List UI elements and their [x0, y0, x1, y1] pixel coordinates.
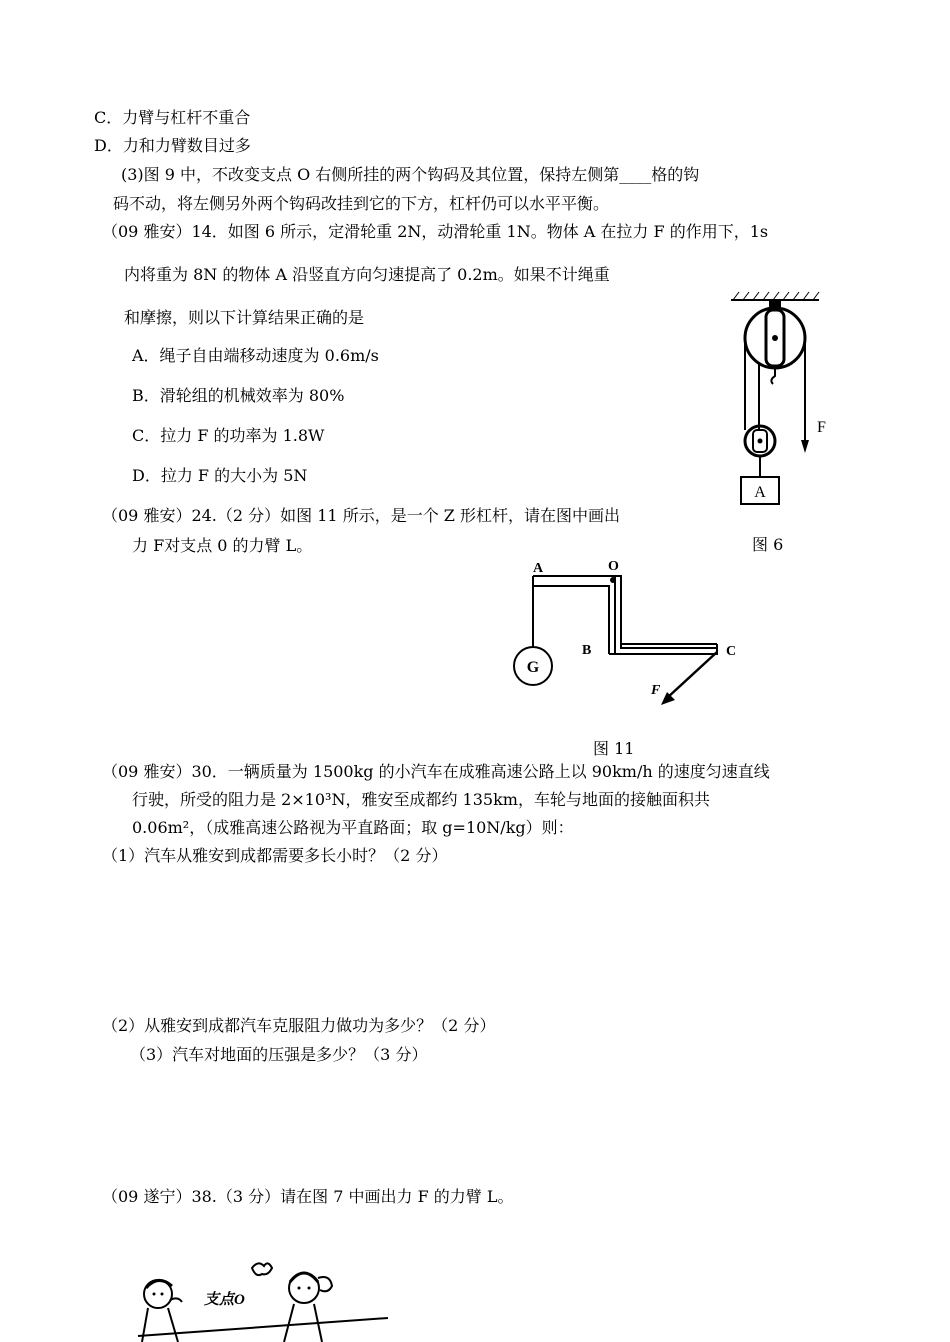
q14-line3: 和摩擦，则以下计算结果正确的是	[124, 308, 365, 327]
force-f-label: F	[651, 683, 661, 698]
q30-sub2: （2）从雅安到成都汽车克服阻力做功为多少？（2 分）	[102, 1016, 496, 1035]
q14-option-a: A．绳子自由端移动速度为 0.6m/s	[132, 346, 379, 365]
q30-sub1: （1）汽车从雅安到成都需要多长小时？（2 分）	[102, 846, 448, 865]
seesaw-figure	[128, 1248, 408, 1342]
q14-line2: 内将重为 8N 的物体 A 沿竖直方向匀速提高了 0.2m。如果不计绳重	[124, 265, 610, 284]
q30-line2: 行驶，所受的阻力是 2×10³N，雅安至成都约 135km，车轮与地面的接触面积共	[132, 790, 710, 809]
q30-line1: （09 雅安）30．一辆质量为 1500kg 的小汽车在成雅高速公路上以 90km/h 的速度匀速直线	[102, 762, 770, 781]
question-3-line2: 码不动，将左侧另外两个钩码改挂到它的下方，杠杆仍可以水平平衡。	[113, 194, 610, 213]
q38-line: （09 遂宁）38.（3 分）请在图 7 中画出力 F 的力臂 L。	[102, 1187, 514, 1206]
q14-option-c: C．拉力 F 的功率为 1.8W	[132, 426, 325, 445]
weight-g-label: G	[526, 659, 540, 676]
force-f-label: F	[817, 419, 826, 436]
point-b-label: B	[582, 643, 592, 658]
point-c-label: C	[726, 644, 737, 659]
z-lever-figure	[505, 556, 750, 716]
point-o-label: O	[608, 559, 619, 574]
q14-option-d: D．拉力 F 的大小为 5N	[132, 466, 308, 485]
q30-line3: 0.06m²，（成雅高速公路视为平直路面；取 g=10N/kg）则：	[132, 818, 574, 837]
q14-line1: （09 雅安）14．如图 6 所示，定滑轮重 2N，动滑轮重 1N。物体 A 在拉力 F 的作用下，1s	[102, 222, 769, 241]
option-c: C．力臂与杠杆不重合	[94, 108, 251, 127]
figure-11-caption: 图 11	[593, 739, 635, 758]
question-3-line1: (3)图 9 中，不改变支点 O 右侧所挂的两个钩码及其位置，保持左侧第____格的钩	[121, 165, 700, 184]
q24-line2: 力 F对支点 0 的力臂 L。	[132, 536, 313, 555]
point-a-label: A	[533, 561, 544, 576]
q14-option-b: B．滑轮组的机械效率为 80%	[132, 386, 345, 405]
option-d: D．力和力臂数目过多	[94, 136, 251, 155]
pivot-label: 支点O	[204, 1292, 245, 1308]
block-a-label: A	[754, 484, 766, 501]
q24-line1: （09 雅安）24.（2 分）如图 11 所示，是一个 Z 形杠杆，请在图中画出	[102, 506, 620, 525]
q30-sub3: （3）汽车对地面的压强是多少？（3 分）	[130, 1045, 428, 1064]
figure-6-caption: 图 6	[752, 535, 784, 554]
pulley-figure	[725, 288, 835, 513]
